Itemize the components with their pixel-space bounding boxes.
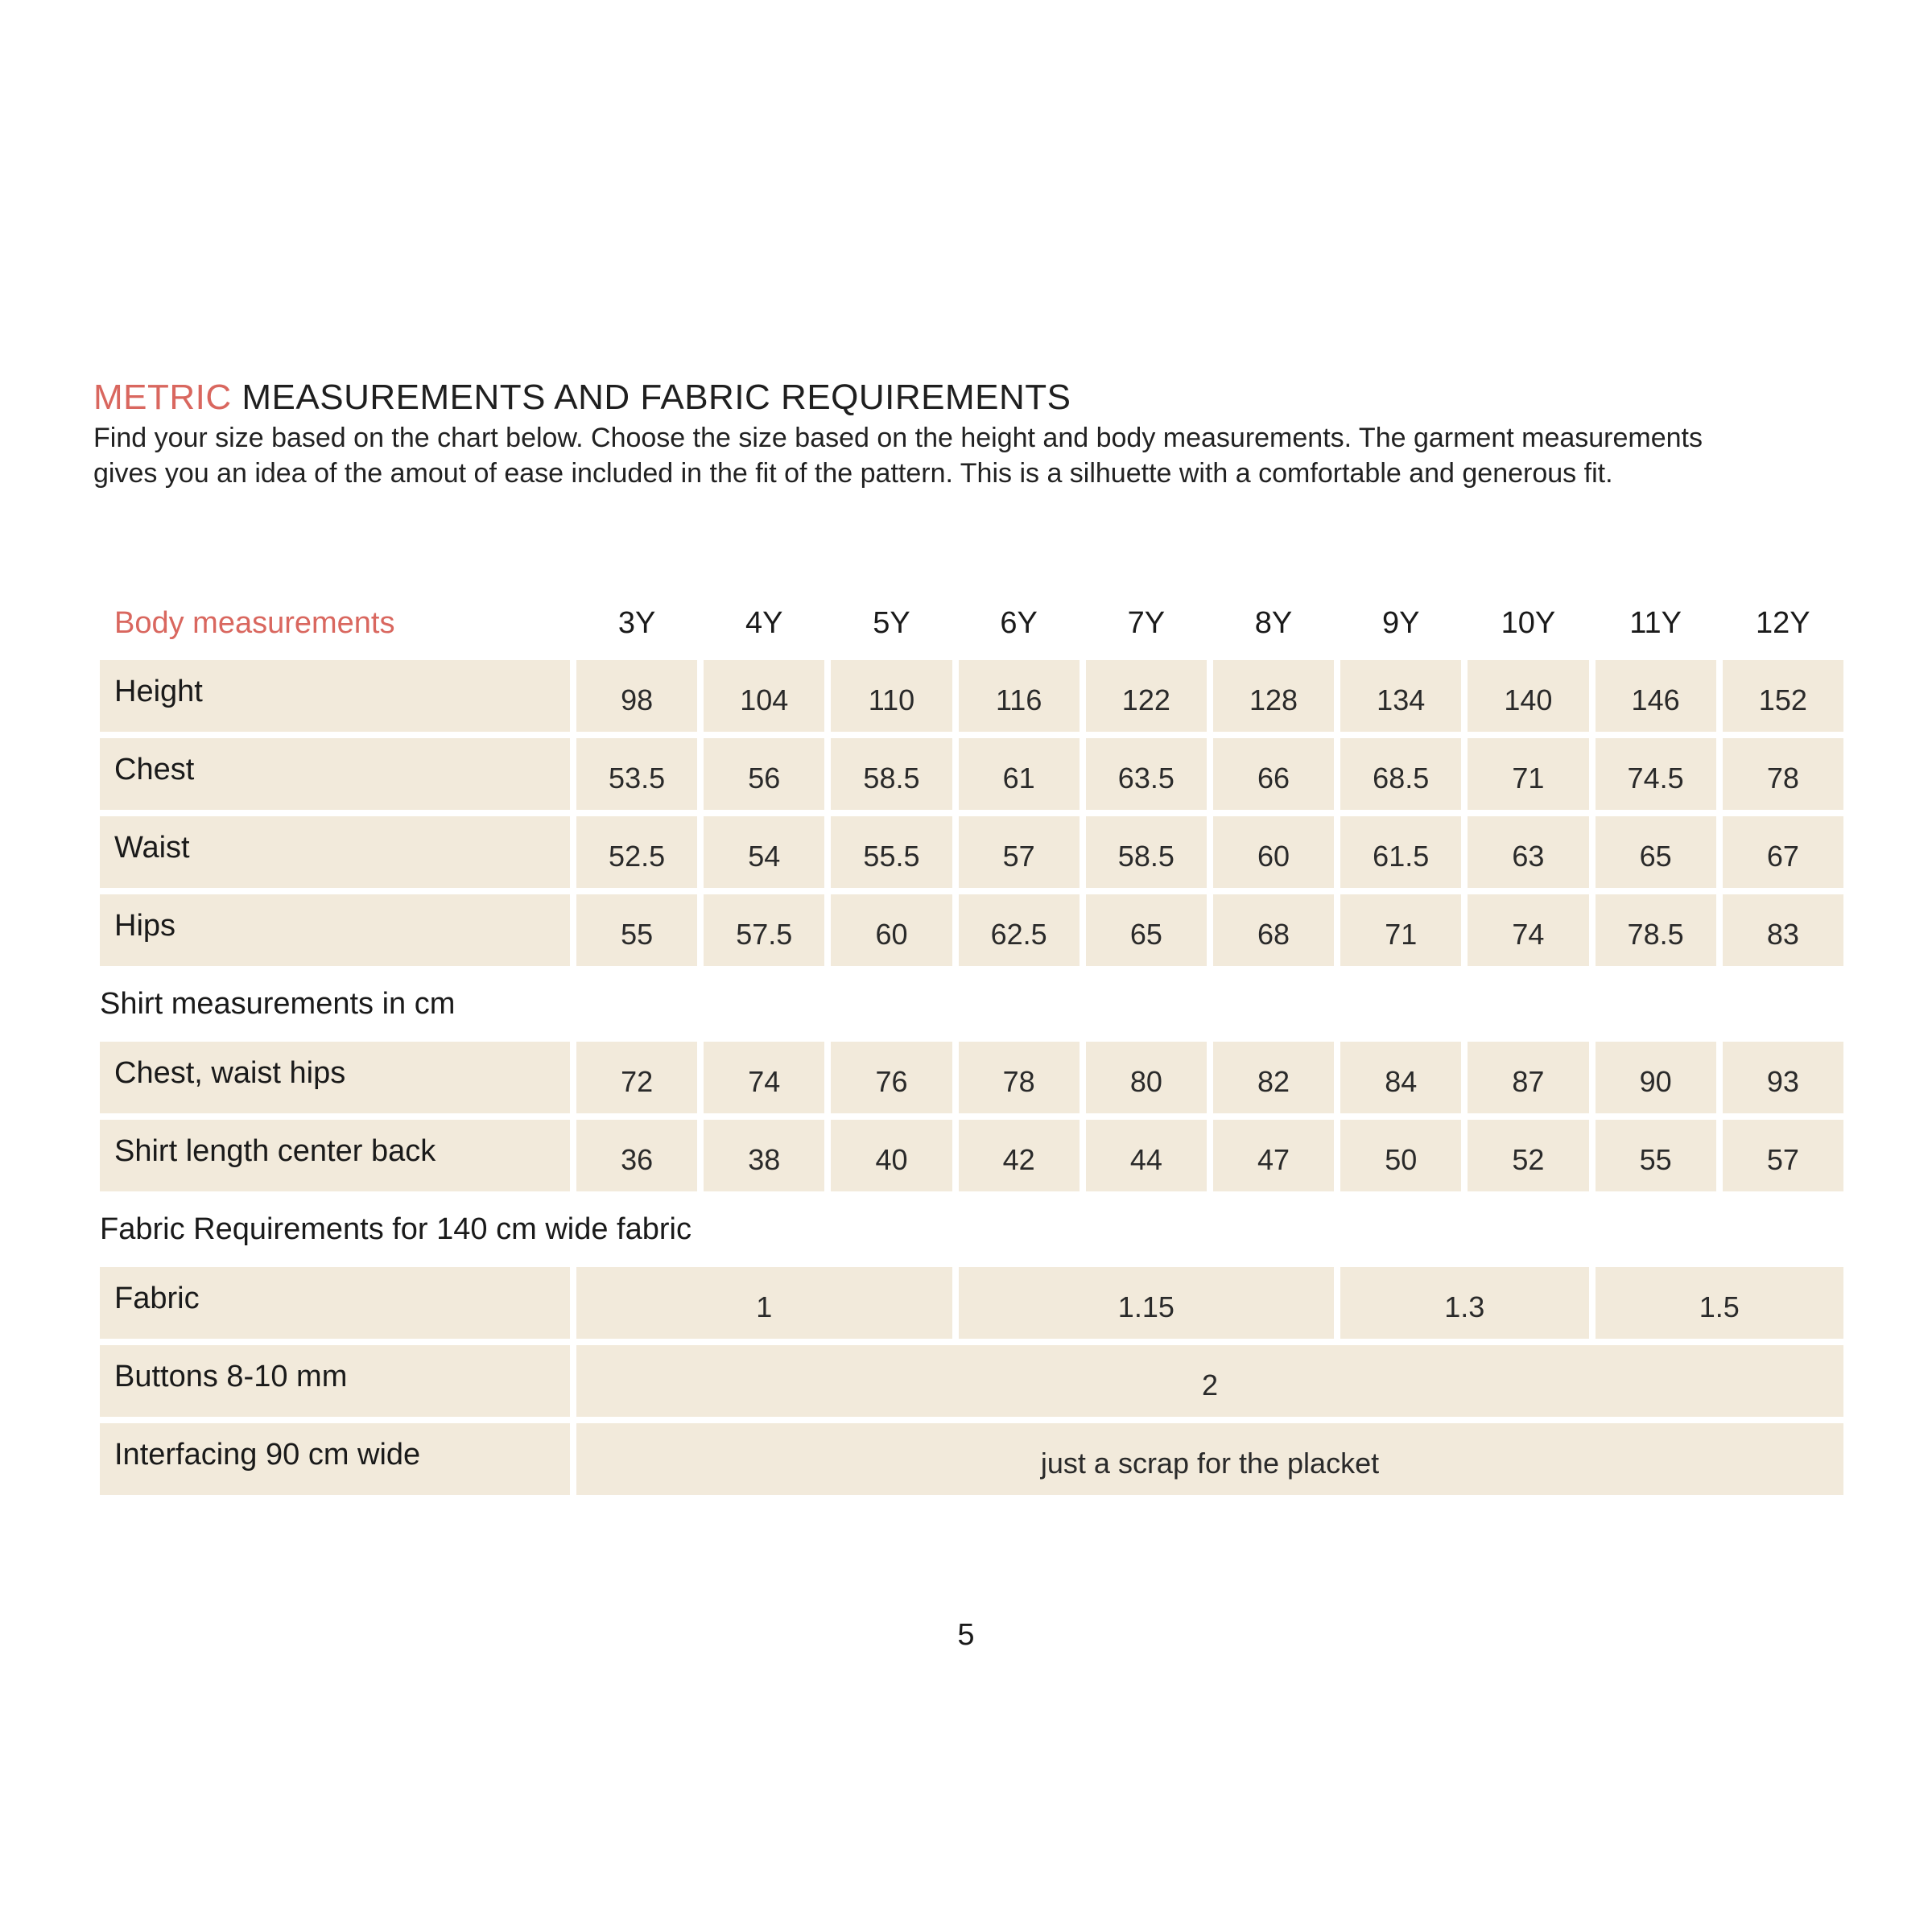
table-row-shirt-length bbox=[100, 1120, 1843, 1191]
table-cell: 1.15 bbox=[959, 1267, 1335, 1339]
table-cell: 104 bbox=[704, 660, 824, 732]
table-cell: 60 bbox=[1213, 816, 1334, 888]
size-chart-table bbox=[93, 586, 1850, 1501]
table-cell: 55.5 bbox=[831, 816, 952, 888]
row-label: Fabric bbox=[100, 1267, 570, 1339]
table-cell: 74 bbox=[1468, 894, 1588, 966]
table-cell: 1 bbox=[576, 1267, 952, 1339]
table-row-hips bbox=[100, 894, 1843, 966]
table-row-chest bbox=[100, 738, 1843, 810]
table-row-interfacing bbox=[100, 1423, 1843, 1495]
table-cell: 78 bbox=[959, 1042, 1080, 1113]
table-row-waist bbox=[100, 816, 1843, 888]
intro-line-1: Find your size based on the chart below. Choose the size based on the height and body measurements. The garment measurements bbox=[93, 423, 1703, 453]
table-cell: 116 bbox=[959, 660, 1080, 732]
table-cell: 134 bbox=[1340, 660, 1461, 732]
table-cell: 82 bbox=[1213, 1042, 1334, 1113]
table-cell: 57.5 bbox=[704, 894, 824, 966]
page-number: 5 bbox=[957, 1618, 975, 1652]
title-accent: METRIC bbox=[93, 378, 232, 417]
table-row-buttons bbox=[100, 1345, 1843, 1417]
table-row-height bbox=[100, 660, 1843, 732]
size-header-cell: 4Y bbox=[745, 605, 783, 640]
table-cell: 66 bbox=[1213, 738, 1334, 810]
shirt-section-title: Shirt measurements in cm bbox=[100, 986, 456, 1021]
intro-text bbox=[93, 420, 1864, 491]
size-header-cell: 7Y bbox=[1127, 605, 1166, 640]
row-label: Shirt length center back bbox=[100, 1120, 570, 1191]
section-row-shirt bbox=[100, 972, 1843, 1035]
table-cell: 63.5 bbox=[1086, 738, 1207, 810]
table-cell: 52 bbox=[1468, 1120, 1588, 1191]
table-cell: 65 bbox=[1086, 894, 1207, 966]
table-cell: 2 bbox=[576, 1345, 1843, 1417]
table-cell: 74.5 bbox=[1596, 738, 1716, 810]
table-cell: 55 bbox=[1596, 1120, 1716, 1191]
table-cell: 140 bbox=[1468, 660, 1588, 732]
table-cell: 63 bbox=[1468, 816, 1588, 888]
intro-line-2: gives you an idea of the amout of ease included in the fit of the pattern. This is a silhuette with a comfortable and generous fit. bbox=[93, 458, 1613, 489]
size-header-cell: 10Y bbox=[1501, 605, 1556, 640]
table-cell: 122 bbox=[1086, 660, 1207, 732]
table-cell: 38 bbox=[704, 1120, 824, 1191]
row-label: Hips bbox=[100, 894, 570, 966]
size-header-cell: 11Y bbox=[1629, 605, 1682, 640]
table-cell: 1.5 bbox=[1596, 1267, 1844, 1339]
page-header bbox=[93, 375, 1864, 491]
table-cell: 74 bbox=[704, 1042, 824, 1113]
table-cell: 56 bbox=[704, 738, 824, 810]
table-cell: 72 bbox=[576, 1042, 697, 1113]
table-cell: 52.5 bbox=[576, 816, 697, 888]
table-cell: 83 bbox=[1723, 894, 1843, 966]
row-label: Interfacing 90 cm wide bbox=[100, 1423, 570, 1495]
table-cell: 98 bbox=[576, 660, 697, 732]
table-cell: 54 bbox=[704, 816, 824, 888]
size-header-cell: 3Y bbox=[617, 605, 656, 640]
table-cell: 76 bbox=[831, 1042, 952, 1113]
table-cell: 87 bbox=[1468, 1042, 1588, 1113]
body-measurements-heading: Body measurements bbox=[114, 605, 395, 640]
table-cell: 42 bbox=[959, 1120, 1080, 1191]
size-header-row bbox=[100, 592, 1843, 654]
table-cell: 152 bbox=[1723, 660, 1843, 732]
table-cell: 61.5 bbox=[1340, 816, 1461, 888]
table-cell: 58.5 bbox=[831, 738, 952, 810]
size-header-cell: 9Y bbox=[1381, 605, 1420, 640]
table-cell: 71 bbox=[1468, 738, 1588, 810]
table-cell: 128 bbox=[1213, 660, 1334, 732]
table-cell: 60 bbox=[831, 894, 952, 966]
table-cell: 57 bbox=[959, 816, 1080, 888]
section-row-fabric bbox=[100, 1198, 1843, 1261]
fabric-section-title: Fabric Requirements for 140 cm wide fabric bbox=[100, 1212, 691, 1246]
table-cell: 53.5 bbox=[576, 738, 697, 810]
table-cell: 68.5 bbox=[1340, 738, 1461, 810]
title-rest: MEASUREMENTS AND FABRIC REQUIREMENTS bbox=[231, 378, 1071, 417]
table-cell: just a scrap for the placket bbox=[576, 1423, 1843, 1495]
table-cell: 58.5 bbox=[1086, 816, 1207, 888]
table-cell: 62.5 bbox=[959, 894, 1080, 966]
table-cell: 44 bbox=[1086, 1120, 1207, 1191]
row-label: Chest, waist hips bbox=[100, 1042, 570, 1113]
size-header-cell: 12Y bbox=[1756, 605, 1810, 640]
table-cell: 50 bbox=[1340, 1120, 1461, 1191]
table-cell: 90 bbox=[1596, 1042, 1716, 1113]
row-label: Buttons 8-10 mm bbox=[100, 1345, 570, 1417]
table-cell: 78 bbox=[1723, 738, 1843, 810]
table-cell: 71 bbox=[1340, 894, 1461, 966]
table-row-fabric bbox=[100, 1267, 1843, 1339]
table-cell: 55 bbox=[576, 894, 697, 966]
table-cell: 67 bbox=[1723, 816, 1843, 888]
table-cell: 80 bbox=[1086, 1042, 1207, 1113]
table-cell: 65 bbox=[1596, 816, 1716, 888]
table-cell: 1.3 bbox=[1340, 1267, 1588, 1339]
table-cell: 47 bbox=[1213, 1120, 1334, 1191]
table-row-shirt-chest bbox=[100, 1042, 1843, 1113]
table-cell: 57 bbox=[1723, 1120, 1843, 1191]
table-cell: 78.5 bbox=[1596, 894, 1716, 966]
size-header-cell: 6Y bbox=[1000, 605, 1038, 640]
page-title bbox=[93, 375, 1864, 420]
table-cell: 146 bbox=[1596, 660, 1716, 732]
row-label: Chest bbox=[100, 738, 570, 810]
table-cell: 84 bbox=[1340, 1042, 1461, 1113]
table-cell: 110 bbox=[831, 660, 952, 732]
row-label: Height bbox=[100, 660, 570, 732]
table-cell: 93 bbox=[1723, 1042, 1843, 1113]
table-cell: 61 bbox=[959, 738, 1080, 810]
size-header-cell: 8Y bbox=[1254, 605, 1293, 640]
table-cell: 40 bbox=[831, 1120, 952, 1191]
size-header-cell: 5Y bbox=[873, 605, 910, 640]
table-cell: 68 bbox=[1213, 894, 1334, 966]
row-label: Waist bbox=[100, 816, 570, 888]
table-cell: 36 bbox=[576, 1120, 697, 1191]
